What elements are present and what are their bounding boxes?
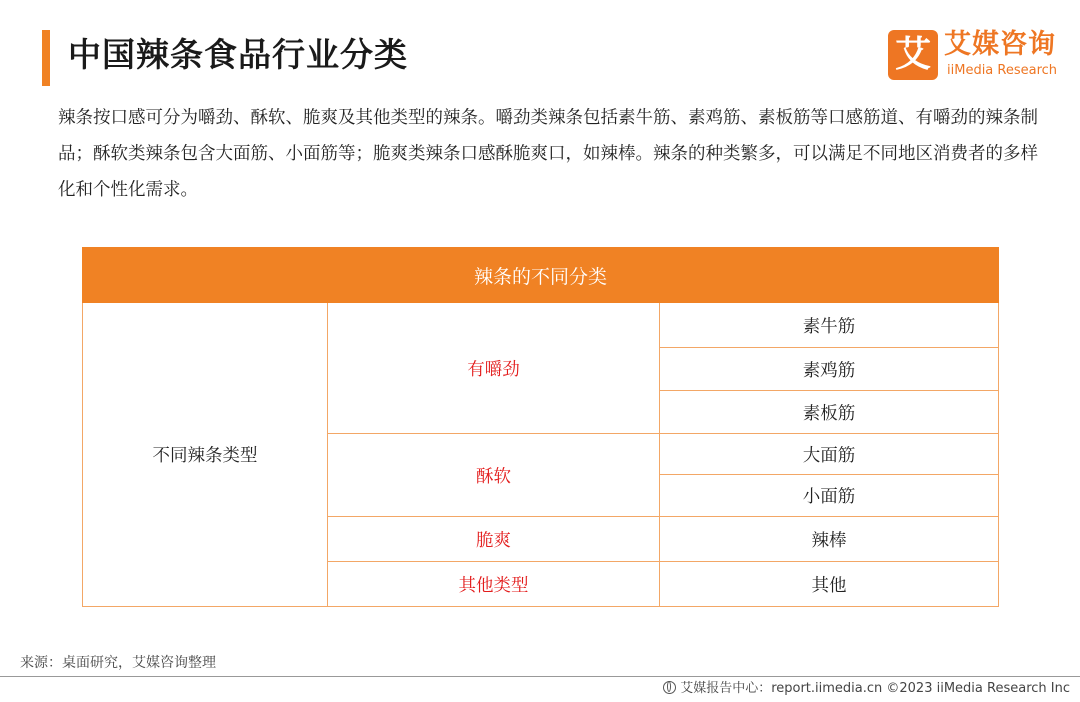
copyright-footer bbox=[663, 679, 1070, 699]
copyright-text: 艾媒报告中心：report.iimedia.cn ©2023 iiMedia Research Inc bbox=[680, 681, 1070, 696]
footer-divider bbox=[0, 676, 1080, 677]
item-cell: 素牛筋 bbox=[660, 303, 999, 348]
root-category: 不同辣条类型 bbox=[83, 303, 328, 607]
title-accent-bar bbox=[42, 30, 50, 86]
item-cell: 辣棒 bbox=[660, 517, 999, 562]
subcategory-crispy: 脆爽 bbox=[328, 517, 660, 562]
table-row bbox=[83, 303, 999, 348]
table-header: 辣条的不同分类 bbox=[83, 248, 999, 303]
logo-english-name: iiMedia Research bbox=[947, 63, 1058, 78]
item-cell: 素板筋 bbox=[660, 391, 999, 434]
logo-mark: 艾 bbox=[888, 30, 938, 80]
item-cell: 大面筋 bbox=[660, 434, 999, 475]
globe-icon bbox=[663, 681, 676, 694]
item-cell: 素鸡筋 bbox=[660, 348, 999, 391]
source-note: 来源：桌面研究，艾媒咨询整理 bbox=[20, 655, 216, 671]
item-cell: 其他 bbox=[660, 562, 999, 607]
classification-table bbox=[82, 247, 999, 607]
table-header-row bbox=[83, 248, 999, 303]
item-cell: 小面筋 bbox=[660, 475, 999, 517]
subcategory-soft: 酥软 bbox=[328, 434, 660, 517]
iimedia-logo bbox=[888, 28, 1068, 82]
logo-chinese-name: 艾媒咨询 bbox=[944, 29, 1056, 60]
intro-paragraph: 辣条按口感可分为嚼劲、酥软、脆爽及其他类型的辣条。嚼劲类辣条包括素牛筋、素鸡筋、素板筋等口感筋道、有嚼劲的辣条制品；酥软类辣条包含大面筋、小面筋等；脆爽类辣条口感酥脆爽口，如辣棒。辣条的种类繁多，可以满足不同地区消费者的多样化和个性化需求。 bbox=[58, 108, 1038, 200]
subcategory-other: 其他类型 bbox=[328, 562, 660, 607]
subcategory-chewy: 有嚼劲 bbox=[328, 303, 660, 434]
page-title: 中国辣条食品行业分类 bbox=[68, 35, 408, 74]
